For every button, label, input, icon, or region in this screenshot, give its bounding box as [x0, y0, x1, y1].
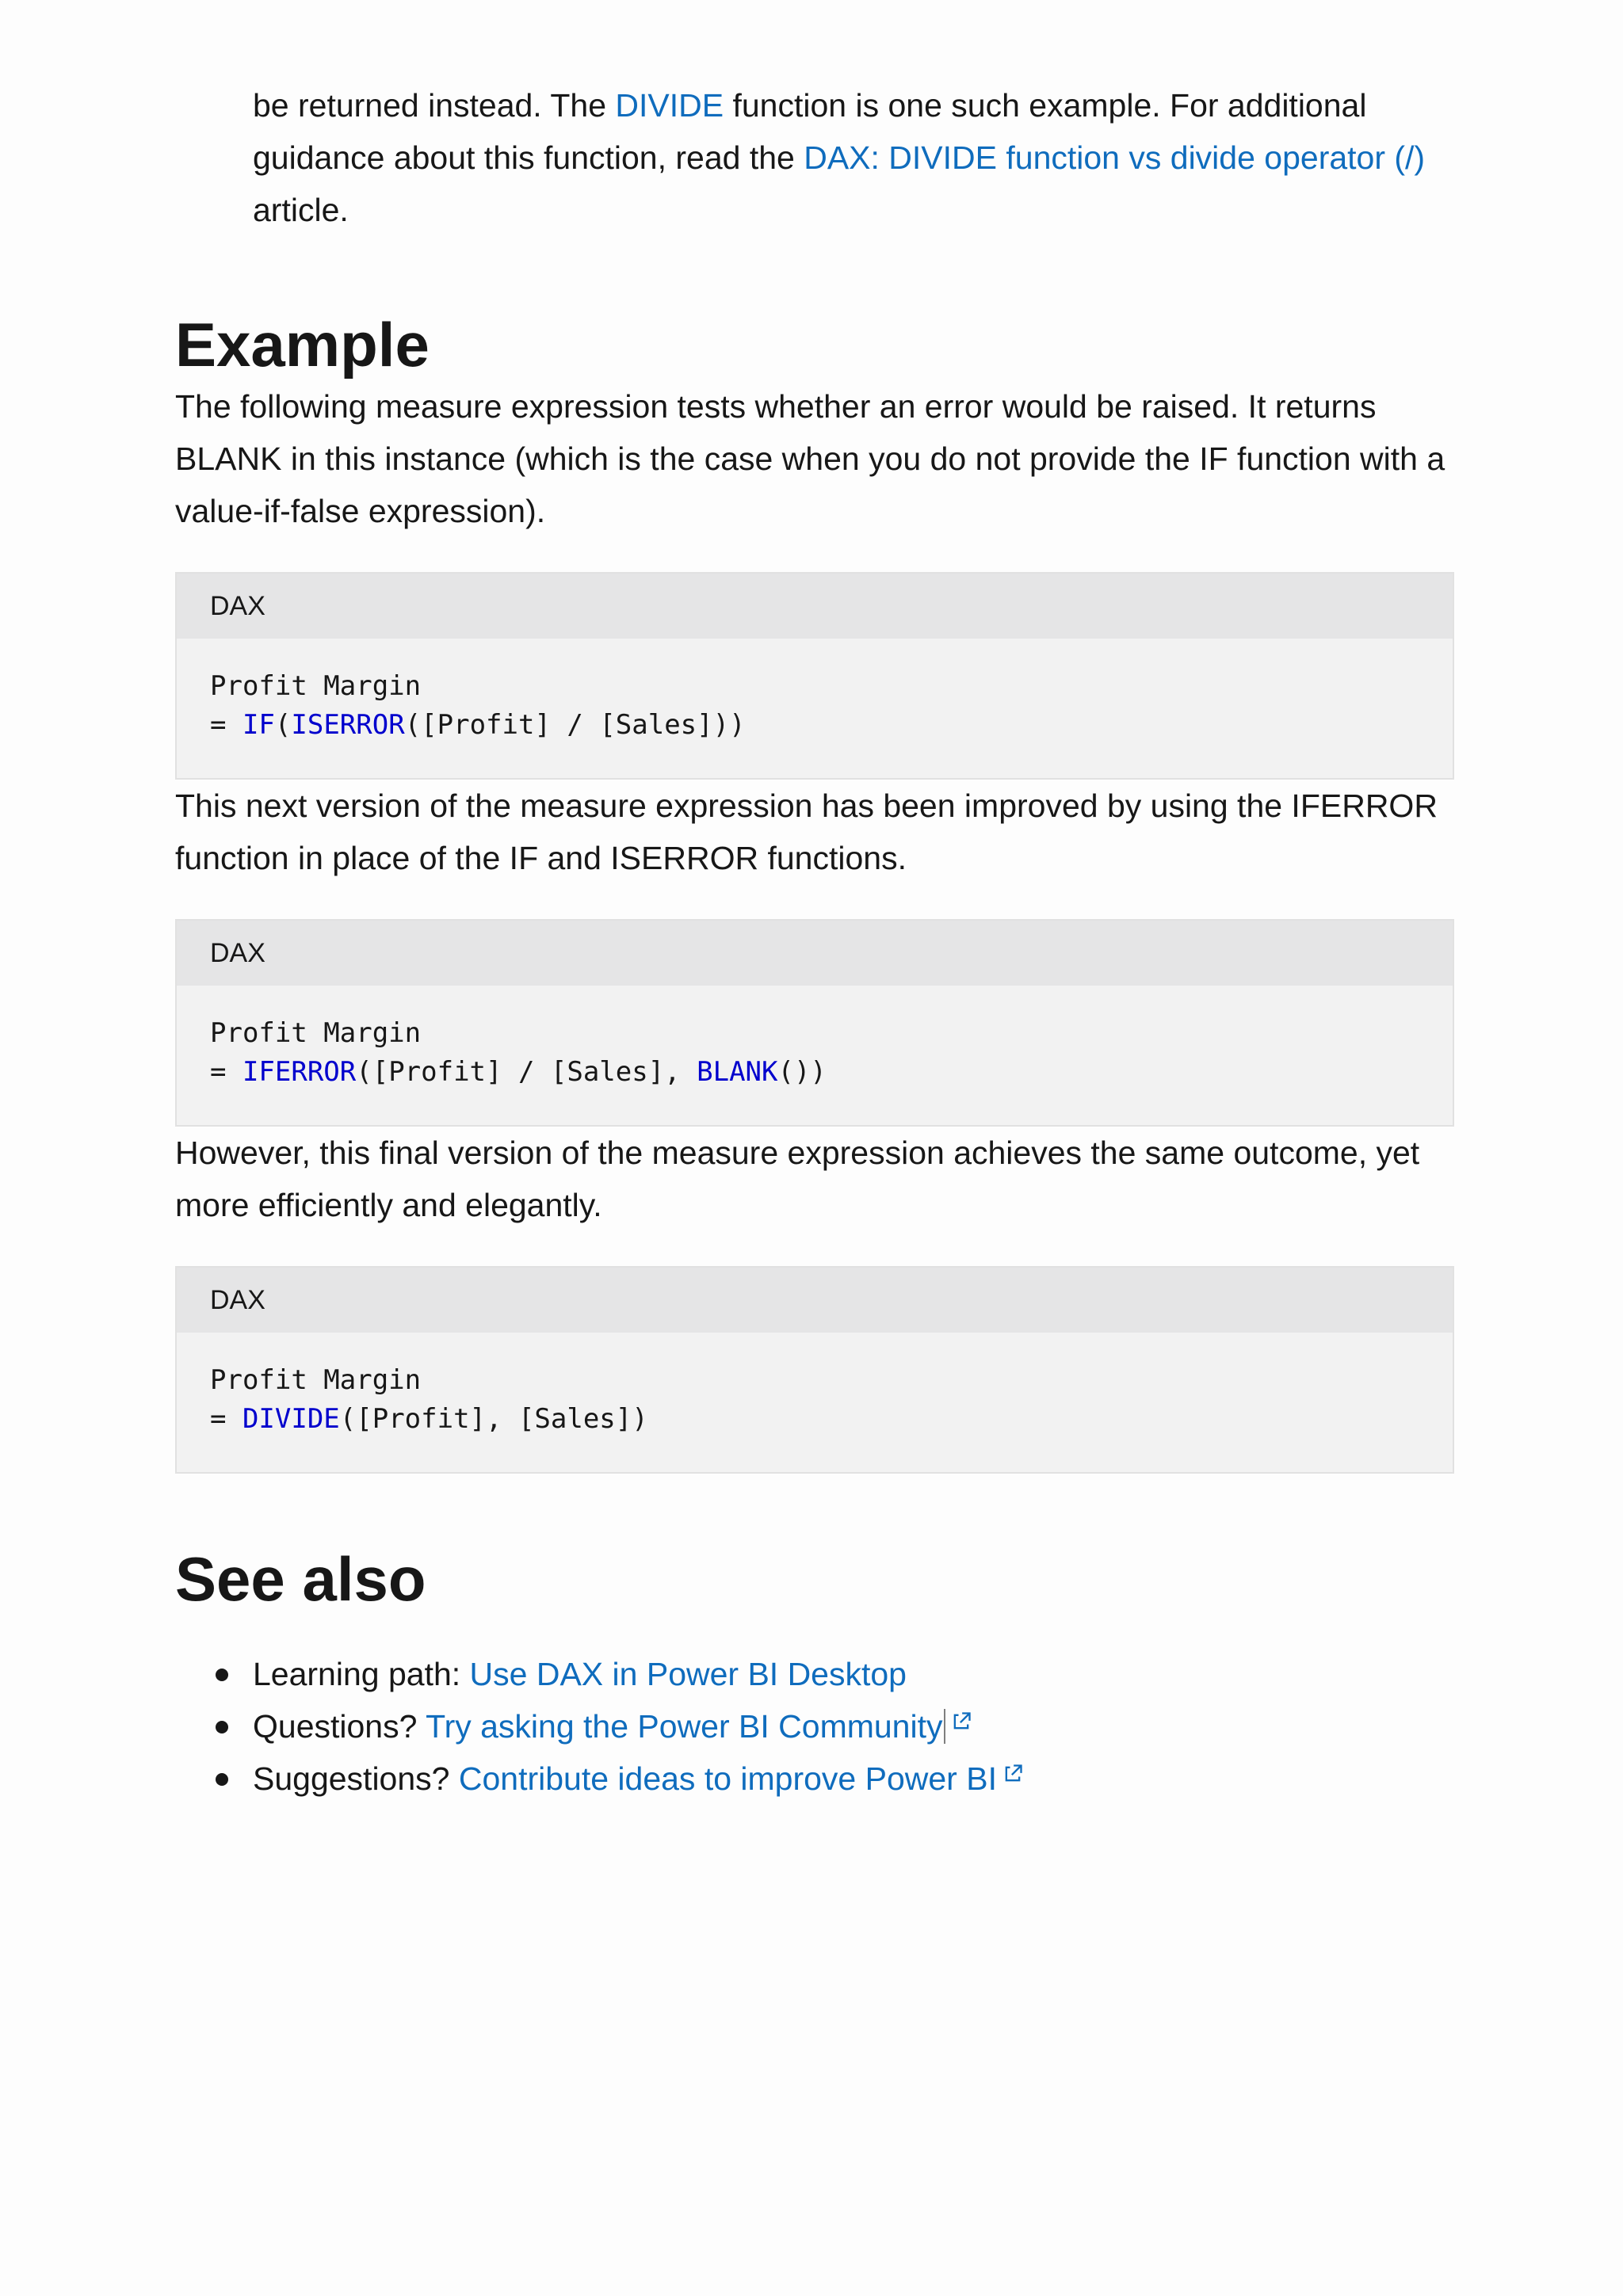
see-also-prefix: Suggestions?	[253, 1760, 459, 1797]
code-content[interactable]	[177, 986, 1453, 1125]
code-content[interactable]	[177, 639, 1453, 778]
code-block-iserror	[175, 572, 1454, 780]
see-also-prefix: Questions?	[253, 1708, 426, 1745]
divide-vs-operator-link[interactable]: DAX: DIVIDE function vs divide operator (/)	[804, 139, 1426, 176]
ideas-link-label: Contribute ideas to improve Power BI	[458, 1760, 997, 1797]
code-language-label: DAX	[177, 1268, 1453, 1333]
code-keyword: IFERROR	[242, 1056, 357, 1088]
code-args: ())	[777, 1056, 827, 1088]
code-keyword: DIVIDE	[242, 1403, 340, 1435]
see-also-item	[253, 1753, 1454, 1805]
code-keyword: IF	[242, 709, 275, 741]
divide-link[interactable]: DIVIDE	[615, 87, 724, 124]
code-punct: (	[274, 709, 292, 741]
intro-text-1: be returned instead. The	[253, 87, 616, 124]
code-block-iferror	[175, 919, 1454, 1127]
code-keyword: BLANK	[697, 1056, 778, 1088]
example-paragraph-1: The following measure expression tests whether an error would be raised. It returns BLANK in this instance (which is the case when you do not provide the IF function with a value-if-false expression).	[175, 388, 1445, 529]
code-content[interactable]	[177, 1333, 1453, 1472]
intro-text-3: article.	[253, 192, 349, 228]
community-link[interactable]	[426, 1708, 972, 1745]
code-language-label: DAX	[177, 921, 1453, 986]
external-link-icon	[950, 1711, 972, 1733]
code-keyword: ISERROR	[291, 709, 405, 741]
see-also-heading: See also	[175, 1544, 426, 1614]
code-line: Profit Margin	[210, 1364, 422, 1396]
code-args: ([Profit] / [Sales],	[356, 1056, 697, 1088]
code-block-divide	[175, 1266, 1454, 1474]
see-also-prefix: Learning path:	[253, 1656, 470, 1692]
example-heading: Example	[175, 310, 430, 379]
code-operator: =	[210, 1056, 242, 1088]
code-operator: =	[210, 1403, 242, 1435]
code-line: Profit Margin	[210, 670, 422, 702]
example-paragraph-3: However, this final version of the measure expression achieves the same outcome, yet more efficiently and elegantly.	[175, 1135, 1420, 1223]
see-also-item	[253, 1700, 1454, 1753]
learning-path-link[interactable]: Use DAX in Power BI Desktop	[469, 1656, 907, 1692]
intro-text-2: function is one such example. For additional guidance about this function, read the	[253, 87, 1367, 176]
code-operator: =	[210, 709, 242, 741]
code-args: ([Profit], [Sales])	[339, 1403, 648, 1435]
external-link-icon	[1002, 1763, 1024, 1785]
example-paragraph-2: This next version of the measure expression has been improved by using the IFERROR function in place of the IF and ISERROR functions.	[175, 788, 1438, 876]
ideas-link[interactable]	[459, 1760, 1024, 1797]
text-cursor	[944, 1709, 945, 1744]
intro-paragraph	[253, 79, 1454, 236]
article-content	[175, 0, 1454, 1805]
code-language-label: DAX	[177, 574, 1453, 639]
community-link-label: Try asking the Power BI Community	[426, 1708, 943, 1745]
code-args: ([Profit] / [Sales]))	[404, 709, 746, 741]
see-also-item	[253, 1648, 1454, 1700]
code-line: Profit Margin	[210, 1017, 422, 1049]
see-also-list	[175, 1648, 1454, 1805]
